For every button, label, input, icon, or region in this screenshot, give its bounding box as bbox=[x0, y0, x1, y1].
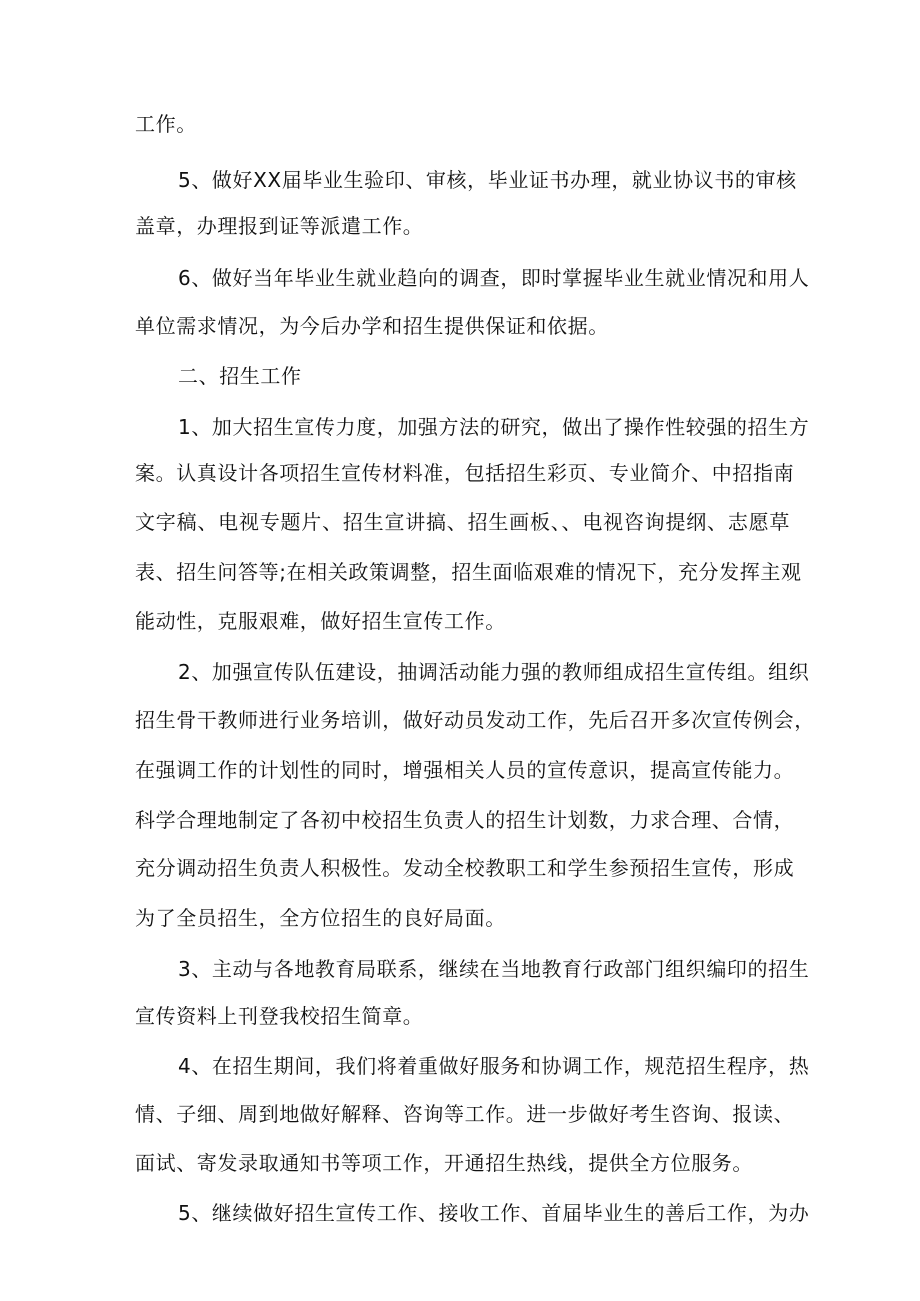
text-line: 4、在招生期间，我们将着重做好服务和协调工作，规范招生程序，热 bbox=[178, 1054, 810, 1078]
text-line: 能动性，克服艰难，做好招生宣传工作。 bbox=[135, 609, 506, 633]
text-line: 充分调动招生负责人积极性。发动全校教职工和学生参预招生宣传，形成 bbox=[135, 856, 795, 880]
text-line: 文字稿、电视专题片、招生宣讲搞、招生画板、、电视咨询提纲、志愿草 bbox=[135, 510, 790, 534]
text-line: 在强调工作的计划性的同时，增强相关人员的宣传意识，提高宣传能力。 bbox=[135, 758, 795, 782]
text-line: 科学合理地制定了各初中校招生负责人的招生计划数，力求合理、合情， bbox=[135, 808, 795, 832]
text-line: 2、加强宣传队伍建设，抽调活动能力强的教师组成招生宣传组。组织 bbox=[178, 660, 810, 684]
text-line: 案。认真设计各项招生宣传材料准，包括招生彩页、专业简介、中招指南 bbox=[135, 461, 795, 485]
text-line: 面试、寄发录取通知书等项工作，开通招生热线，提供全方位服务。 bbox=[135, 1151, 753, 1175]
section-heading: 二、招生工作 bbox=[178, 364, 302, 388]
text-line: 盖章，办理报到证等派遣工作。 bbox=[135, 214, 424, 238]
text-line: 6、做好当年毕业生就业趋向的调查，即时掌握毕业生就业情况和用人 bbox=[178, 266, 810, 290]
text-line: 3、主动与各地教育局联系，继续在当地教育行政部门组织编印的招生 bbox=[178, 957, 810, 981]
text-line: 1、加大招生宣传力度，加强方法的研究，做出了操作性较强的招生方 bbox=[178, 415, 810, 439]
text-line: 工作。 bbox=[135, 112, 197, 136]
text-line: 表、招生问答等;在相关政策调整，招生面临艰难的情况下，充分发挥主观 bbox=[135, 560, 802, 584]
text-line: 为了全员招生，全方位招生的良好局面。 bbox=[135, 906, 506, 930]
text-line: 招生骨干教师进行业务培训，做好动员发动工作，先后召开多次宣传例会， bbox=[135, 708, 815, 732]
text-line: 5、做好XX届毕业生验印、审核，毕业证书办理，就业协议书的审核 bbox=[178, 168, 797, 192]
text-line: 情、子细、周到地做好解释、咨询等工作。进一步做好考生咨询、报读、 bbox=[135, 1102, 795, 1126]
text-line: 单位需求情况，为今后办学和招生提供保证和依据。 bbox=[135, 314, 609, 338]
text-line: 5、继续做好招生宣传工作、接收工作、首届毕业生的善后工作，为办 bbox=[178, 1201, 810, 1225]
text-line: 宣传资料上刊登我校招生简章。 bbox=[135, 1004, 424, 1028]
